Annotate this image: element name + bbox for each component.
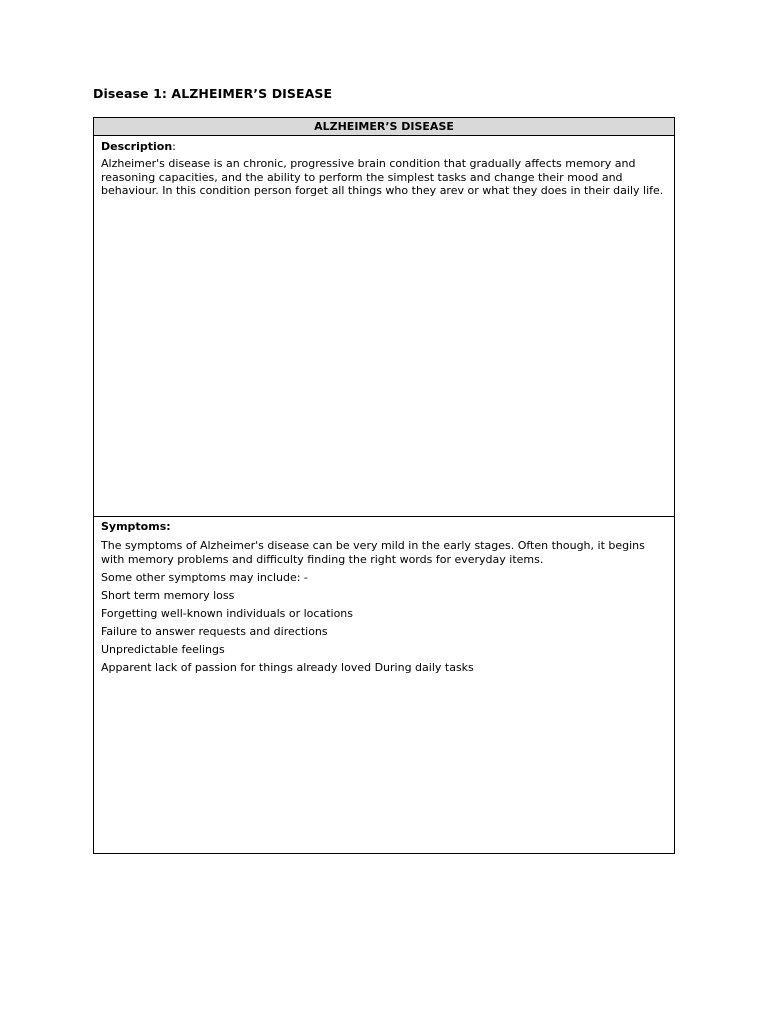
description-text: Alzheimer's disease is an chronic, progressive brain condition that gradually affects memory and reasoning capacities, and the ability to perform the simplest tasks and change their mood and behaviour. In this condition person forget all things who they arev or what they does in their daily life. [101, 157, 664, 197]
symptoms-label: Symptoms: [101, 520, 171, 533]
description-section [94, 136, 674, 517]
description-label-colon: : [172, 140, 176, 153]
page-title: Disease 1: ALZHEIMER’S DISEASE [93, 86, 333, 101]
symptom-item: Forgetting well-known individuals or locations [101, 606, 353, 620]
symptom-item: Failure to answer requests and directions [101, 624, 328, 638]
symptom-item: Short term memory loss [101, 588, 235, 602]
description-label: Description [101, 140, 173, 153]
table-header: ALZHEIMER’S DISEASE [94, 118, 674, 136]
description-label-line [101, 140, 667, 154]
disease-info-table [93, 117, 675, 854]
symptoms-intro: The symptoms of Alzheimer's disease can be very mild in the early stages. Often though, it begins with memory problems and difficulty finding the right words for everyday items. [101, 539, 645, 566]
symptom-item: Unpredictable feelings [101, 642, 225, 656]
symptom-item: Apparent lack of passion for things already loved During daily tasks [101, 660, 474, 674]
symptoms-section [94, 517, 674, 853]
symptoms-lead: Some other symptoms may include: - [101, 570, 308, 584]
